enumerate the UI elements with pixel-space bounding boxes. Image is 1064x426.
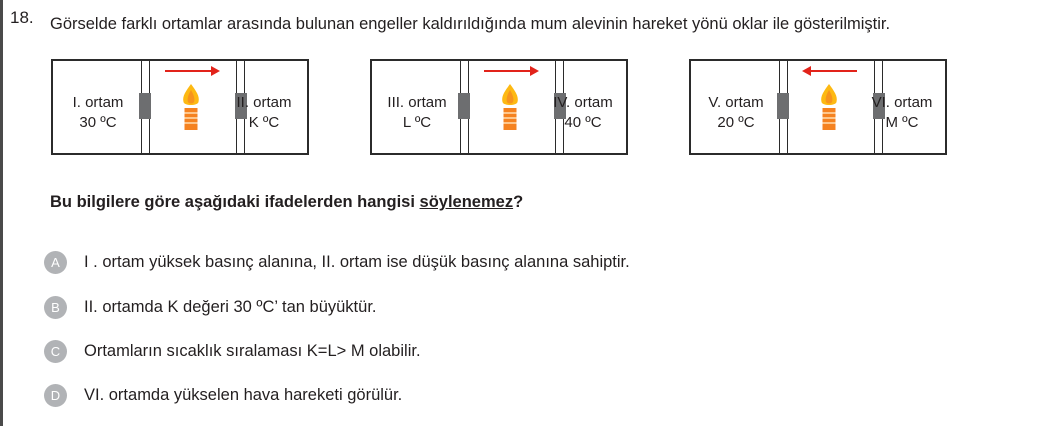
left-margin-bar xyxy=(0,0,3,426)
prompt-mark: ? xyxy=(513,193,524,211)
experiment-panel-1 xyxy=(51,59,309,155)
left-medium-label xyxy=(691,93,781,133)
option-b-text[interactable]: II. ortamda K değeri 30 ºC’ tan büyüktür. xyxy=(84,298,377,316)
right-medium-label xyxy=(219,93,309,133)
candle-icon xyxy=(179,83,203,131)
option-a-text[interactable]: I . ortam yüksek basınç alanına, II. ortam ise düşük basınç alanına sahiptir. xyxy=(84,253,630,271)
left-medium-label xyxy=(53,93,143,133)
prompt-underlined: söylenemez xyxy=(419,193,514,211)
right-medium-temp: K ºC xyxy=(248,114,280,131)
option-d-badge[interactable]: D xyxy=(44,384,67,407)
candle-icon xyxy=(817,83,841,131)
experiment-panel-2 xyxy=(370,59,628,155)
right-medium-name: II. ortam xyxy=(236,94,292,111)
left-medium-temp: 20 ºC xyxy=(717,114,755,131)
right-medium-name: IV. ortam xyxy=(553,94,613,111)
experiment-panel-3 xyxy=(689,59,947,155)
option-d-text[interactable]: VI. ortamda yükselen hava hareketi görülür. xyxy=(84,386,403,404)
right-medium-temp: M ºC xyxy=(885,114,919,131)
question-prompt xyxy=(50,193,523,212)
right-medium-label xyxy=(538,93,628,133)
candle-icon xyxy=(498,83,522,131)
left-medium-name: III. ortam xyxy=(387,94,447,111)
arrow-right-icon xyxy=(163,65,221,77)
left-medium-temp: 30 ºC xyxy=(79,114,117,131)
left-medium-label xyxy=(372,93,462,133)
option-c-text[interactable]: Ortamların sıcaklık sıralaması K=L> M olabilir. xyxy=(84,342,421,360)
option-a-badge[interactable]: A xyxy=(44,251,67,274)
arrow-left-icon xyxy=(801,65,859,77)
prompt-text: Bu bilgilere göre aşağıdaki ifadelerden hangisi xyxy=(50,193,420,211)
right-medium-name: VI. ortam xyxy=(871,94,933,111)
left-medium-name: I. ortam xyxy=(72,94,124,111)
question-number: 18. xyxy=(10,8,34,27)
option-c-badge[interactable]: C xyxy=(44,340,67,363)
arrow-right-icon xyxy=(482,65,540,77)
left-medium-name: V. ortam xyxy=(708,94,764,111)
left-medium-temp: L ºC xyxy=(402,114,432,131)
option-b-badge[interactable]: B xyxy=(44,296,67,319)
right-medium-label xyxy=(857,93,947,133)
question-text: Görselde farklı ortamlar arasında bulunan engeller kaldırıldığında mum alevinin hareket yönü oklar ile gösterilmiştir. xyxy=(50,15,891,33)
right-medium-temp: 40 ºC xyxy=(564,114,602,131)
